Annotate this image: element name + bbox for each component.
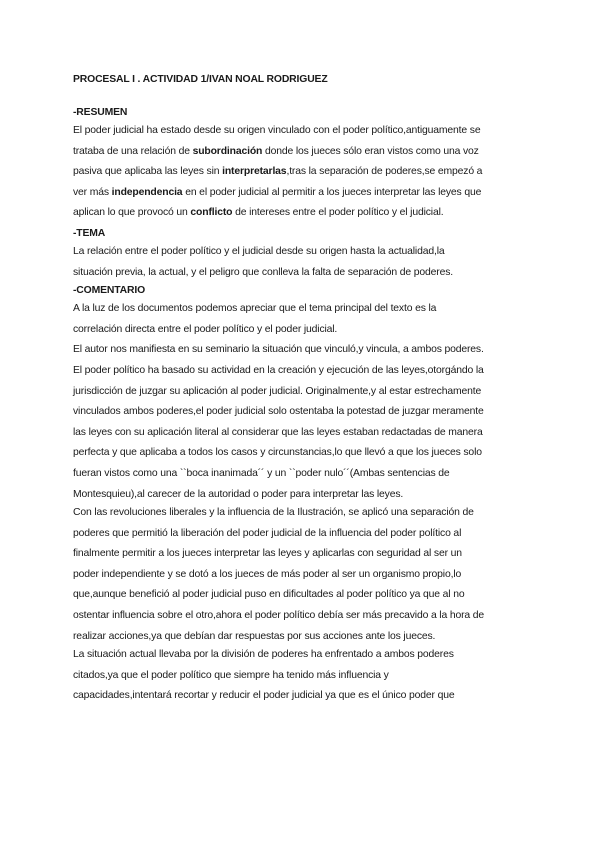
text-line: citados,ya que el poder político que siempre ha tenido más influencia y (73, 669, 389, 681)
text-line: poderes que permitió la liberación del poder judicial de la influencia del poder político al (73, 527, 462, 539)
text-line: Con las revoluciones liberales y la influencia de la Ilustración, se aplicó una separación de (73, 507, 474, 519)
emphasis-subordinacion: subordinación (192, 145, 263, 157)
section-heading-comentario: -COMENTARIO (73, 285, 146, 297)
text-line: trataba de una relación de subordinación donde los jueces sólo eran vistos como una voz (73, 145, 479, 157)
section-heading-resumen: -RESUMEN (73, 107, 128, 118)
paragraph-comentario-1 (73, 299, 543, 340)
text-line: fueran vistos como una ``boca inanimada´´ y un ``poder nulo´´(Ambas sentencias de (73, 467, 450, 479)
text-line: A la luz de los documentos podemos apreciar que el tema principal del texto es la (73, 303, 437, 315)
text-line: capacidades,intentará recortar y reducir el poder judicial ya que es el único poder que (73, 690, 455, 702)
paragraph-resumen (73, 121, 543, 224)
text-line: que,aunque benefició al poder judicial puso en dificultades al poder político ya que al no (73, 589, 465, 601)
text-line: realizar acciones,ya que debían dar respuestas por sus acciones ante los jueces. (73, 630, 436, 642)
paragraph-comentario-3 (73, 503, 543, 647)
text-line: perfecta y que aplicaba a todos los casos y circunstancias,lo que llevó a que los jueces solo (73, 447, 482, 459)
text-line: finalmente permitir a los jueces interpretar las leyes y aplicarlas con seguridad al ser un (73, 548, 462, 560)
text-line: las leyes con su aplicación literal al considerar que las leyes estaban redactadas de manera (73, 426, 483, 438)
paragraph-tema (73, 242, 543, 283)
text-line: Montesquieu),al carecer de la autoridad o poder para interpretar las leyes. (73, 488, 404, 500)
document-title: PROCESAL I . ACTIVIDAD 1/IVAN NOAL RODRIGUEZ (73, 74, 328, 85)
text-line: poder independiente y se dotó a los jueces de más poder al ser un organismo propio,lo (73, 568, 462, 580)
emphasis-conflicto: conflicto (190, 207, 233, 219)
document-body (73, 72, 543, 707)
text-line: El poder judicial ha estado desde su origen vinculado con el poder político,antiguamente se (73, 125, 481, 136)
text-line: La situación actual llevaba por la división de poderes ha enfrentado a ambos poderes (73, 649, 454, 661)
emphasis-independencia: independencia (111, 186, 183, 198)
text-line: aplican lo que provocó un conflicto de intereses entre el poder político y el judicial. (73, 207, 444, 219)
text-line: situación previa, la actual, y el peligro que conlleva la falta de separación de poderes. (73, 266, 454, 278)
text-line: El autor nos manifiesta en su seminario la situación que vinculó,y vincula, a ambos poderes. (73, 344, 484, 356)
section-heading-tema: -TEMA (73, 227, 106, 239)
paragraph-comentario-2 (73, 340, 543, 505)
text-line: ostentar influencia sobre el otro,ahora el poder político debía ser más precavido a la hora de (73, 610, 485, 622)
text-line: ver más independencia en el poder judicial al permitir a los jueces interpretar las leyes que (73, 186, 482, 198)
text-line: jurisdicción de juzgar su aplicación al poder judicial. Originalmente,y al estar estrechamente (73, 385, 482, 397)
text-line: correlación directa entre el poder político y el poder judicial. (73, 323, 338, 335)
text-line: pasiva que aplicaba las leyes sin interpretarlas,tras la separación de poderes,se empezó a (73, 166, 483, 178)
emphasis-interpretarlas: interpretarlas (222, 166, 287, 178)
text-line: vinculados ambos poderes,el poder judicial solo ostentaba la potestad de juzgar meramente (73, 406, 484, 418)
paragraph-comentario-4 (73, 645, 543, 707)
text-line: El poder político ha basado su actividad en la creación y ejecución de las leyes,otorgándo la (73, 364, 484, 376)
text-line: La relación entre el poder político y el judicial desde su origen hasta la actualidad,la (73, 245, 445, 257)
